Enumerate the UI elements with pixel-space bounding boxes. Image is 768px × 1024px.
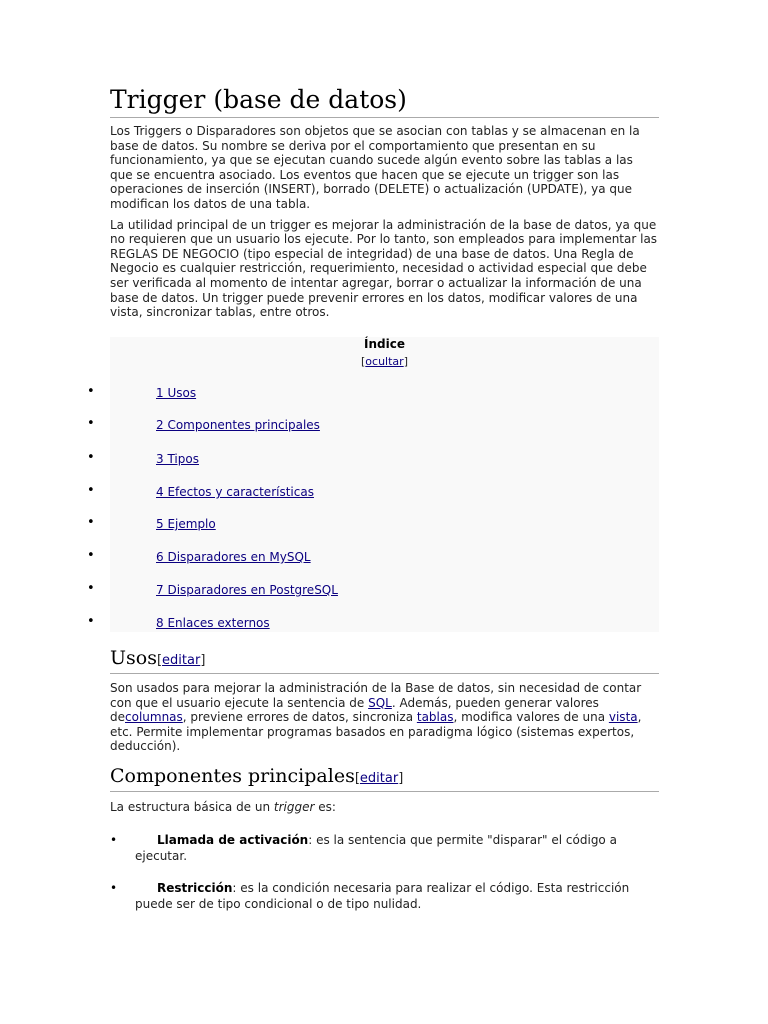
usos-paragraph <box>110 681 659 754</box>
edit-bracket-open: [ <box>354 771 360 786</box>
bullet-icon: • <box>110 880 118 895</box>
toc-toggle-bracket-close: ] <box>403 355 408 368</box>
edit-bracket-close: ] <box>200 653 206 668</box>
article-body <box>110 84 659 320</box>
bullet-icon: • <box>87 581 95 596</box>
edit-section-componentes <box>355 771 403 786</box>
page-title: Trigger (base de datos) <box>110 84 659 118</box>
bullet-icon: • <box>87 450 95 465</box>
section-heading-componentes <box>110 764 659 792</box>
toc-link-enlaces[interactable]: 8 Enlaces externos <box>156 616 270 630</box>
toc-link-ejemplo[interactable]: 5 Ejemplo <box>156 517 216 531</box>
componentes-intro-trigger: trigger <box>273 800 315 814</box>
link-sql[interactable]: SQL <box>368 695 392 710</box>
bullet-icon: • <box>87 384 95 399</box>
toc-link-mysql[interactable]: 6 Disparadores en MySQL <box>156 550 311 564</box>
edit-link-componentes[interactable]: editar <box>359 771 399 786</box>
list-item <box>110 832 659 864</box>
componentes-list <box>110 832 659 912</box>
link-tablas[interactable]: tablas <box>416 710 454 725</box>
list-item <box>110 880 659 912</box>
toc-link-componentes[interactable]: 2 Componentes principales <box>156 418 320 432</box>
toc-title: Índice <box>364 337 405 351</box>
toc-toggle-bracket-open: [ <box>361 355 366 368</box>
bullet-icon: • <box>87 515 95 530</box>
usos-text-4: , modifica valores de una <box>453 710 609 725</box>
bullet-icon: • <box>110 832 118 847</box>
link-vista[interactable]: vista <box>608 710 638 725</box>
edit-section-usos <box>157 653 205 668</box>
toc-toggle <box>110 355 659 368</box>
usos-text-5: , etc. Permite implementar programas basados en paradigma lógico (sistemas expertos, deducción). <box>110 710 642 754</box>
toc-link-tipos[interactable]: 3 Tipos <box>156 452 199 466</box>
section-usos <box>110 646 659 754</box>
section-componentes <box>110 764 659 928</box>
toc-hide-link[interactable]: ocultar <box>365 355 404 368</box>
edit-bracket-open: [ <box>156 653 163 668</box>
section-title-usos: Usos <box>110 647 157 669</box>
componentes-intro-b: es: <box>314 800 336 814</box>
list-item-text: : es la condición necesaria para realizar el código. Esta restricción puede ser de tipo condicional o de tipo nulidad. <box>135 880 630 911</box>
section-heading-usos <box>110 646 659 674</box>
usos-text-2: . Además, pueden generar valores de <box>110 695 599 725</box>
usos-text-1: Son usados para mejorar la administración de la Base de datos, sin necesidad de contar con que el usuario ejecute la sentencia de <box>110 681 642 710</box>
toc-link-usos[interactable]: 1 Usos <box>156 386 197 400</box>
componentes-intro-a: La estructura básica de un <box>110 800 274 814</box>
componentes-intro <box>110 800 659 815</box>
edit-link-usos[interactable]: editar <box>162 653 201 668</box>
bullet-icon: • <box>87 548 95 563</box>
usos-text-3: , previene errores de datos, sincroniza <box>182 710 417 725</box>
toc-link-efectos[interactable]: 4 Efectos y características <box>156 485 314 499</box>
list-item-term: Restricción <box>157 880 233 895</box>
table-of-contents <box>87 337 659 632</box>
intro-paragraph-1: Los Triggers o Disparadores son objetos que se asocian con tablas y se almacenan en la base de datos. Su nombre se deriva por el comportamiento que presentan en su funcionamiento, ya que se ejecutan cuando sucede algún evento sobre las tablas a las que se encuentra asociado. Los eventos que hacen que se ejecute un trigger son las operaciones de inserción (INSERT), borrado (DELETE) o actualización (UPDATE), ya que modifican los datos de una tabla. <box>110 124 640 211</box>
intro-paragraph-2: La utilidad principal de un trigger es mejorar la administración de la base de datos, ya que no requieren que un usuario los ejecute. Por lo tanto, son empleados para implementar las REGLAS DE NEGOCIO (tipo especial de integridad) de una base de datos. Una Regla de Negocio es cualquier restricción, requerimiento, necesidad o actividad especial que debe ser verificada al momento de intentar agregar, borrar o actualizar la información de una base de datos. Un trigger puede prevenir errores en los datos, modificar valores de una vista, sincronizar tablas, entre otros. <box>110 217 658 320</box>
list-item-term: Llamada de activación <box>157 832 309 847</box>
list-item-text: : es la sentencia que permite "disparar" el código a ejecutar. <box>135 832 617 863</box>
bullet-icon: • <box>87 416 95 431</box>
section-title-componentes: Componentes principales <box>110 765 355 787</box>
bullet-icon: • <box>87 614 95 629</box>
link-columnas[interactable]: columnas <box>125 710 183 725</box>
toc-link-postgresql[interactable]: 7 Disparadores en PostgreSQL <box>156 583 338 597</box>
edit-bracket-close: ] <box>398 771 404 786</box>
bullet-icon: • <box>87 483 95 498</box>
